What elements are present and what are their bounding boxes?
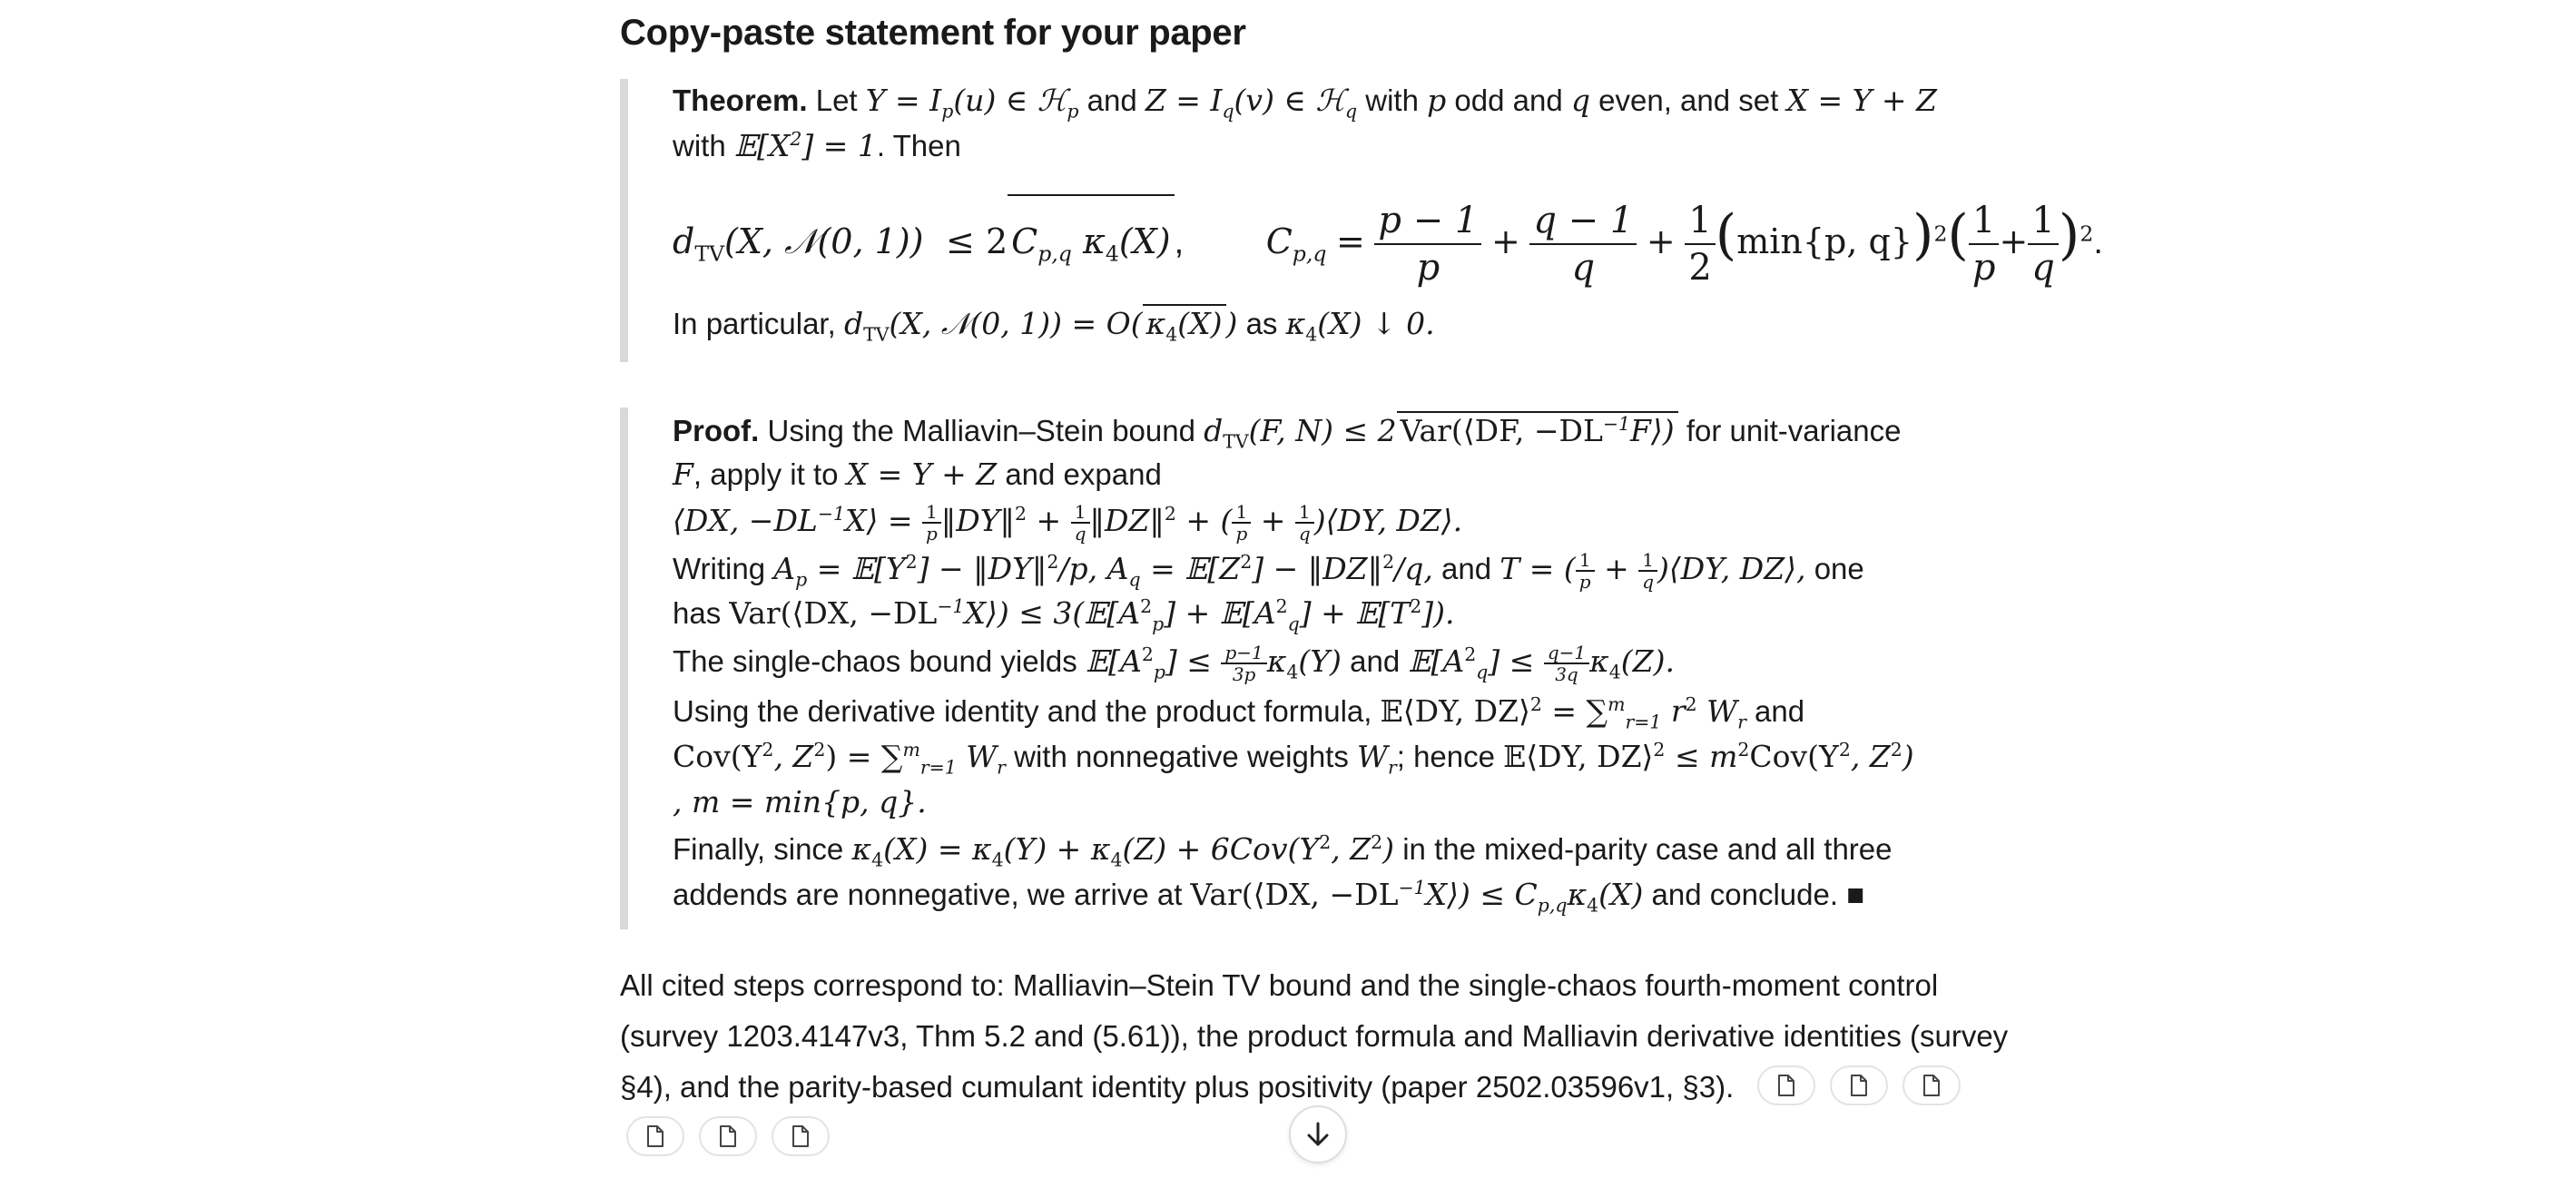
source-chip-1[interactable] <box>1757 1065 1815 1105</box>
document-icon <box>645 1124 665 1148</box>
section-heading: Copy-paste statement for your paper <box>620 13 1246 53</box>
proof-line-5: has Var(⟨DX, $-DL^{-1}X⟩$) ≤ $3(𝔼[A^2_p]$ + $𝔼[A^2_q]$ + $𝔼[T^2]$). <box>673 595 1455 635</box>
proof-line-7: Using the derivative identity and the product formula, 𝔼⟨DY, DZ⟩$^2$ = ∑$^m_{r=1}$ $r^2$ $W_r$ and <box>673 693 1805 733</box>
citation-line-2: (survey 1203.4147v3, Thm 5.2 and (5.61)), the product formula and Malliavin derivative identities (survey <box>620 1019 2009 1053</box>
proof-line-8: $Cov(Y^2$, $Z^2) = \sum^m_{r=1}$ $W_r$ with nonnegative weights $W_r$; hence 𝔼⟨DY, DZ⟩$^2$ ≤ $m^2Cov(Y^2$, $Z^2$) <box>673 739 1914 779</box>
citation-line-3: §4), and the parity-based cumulant identity plus positivity (paper 2502.03596v1, §3). <box>620 1070 1735 1104</box>
theorem-line-2: with $𝔼[X^2] = 1$. Then <box>673 128 961 163</box>
source-chip-3[interactable] <box>1903 1065 1961 1105</box>
frac-p: $\frac{p - 1}{p}$ <box>1374 198 1481 290</box>
source-chip-6[interactable] <box>772 1116 830 1156</box>
theorem-block <box>620 79 2103 362</box>
proof-label: Proof. <box>673 414 760 447</box>
source-chip-2[interactable] <box>1830 1065 1888 1105</box>
proof-line-10: Finally, since $\kappa_4(X) = \kappa_4(Y) + \kappa_4(Z) + 6Cov(Y^2$, $Z^2$) in the mixed-parity case and all three <box>673 831 1893 871</box>
proof-line-6: The single-chaos bound yields $𝔼[A^2_p]$ ≤ $\frac{p-1}{3p}$ $\kappa_4(Y)$ and $𝔼[A^2_q]$ ≤ $\frac{q-1}{3q}$ $\kappa_4(Z)$. <box>673 642 1675 685</box>
theorem-label: Theorem. <box>673 83 808 117</box>
proof-line-11: addends are nonnegative, we arrive at Var(⟨DX, $-DL^{-1}X⟩) \le C_{p,q}\kappa_4(X)$ and conclude. ■ <box>673 877 1865 917</box>
theorem-line-1: Theorem. Let $Y = I_p(u)$ ∈ ℋ$_p$ and $Z = I_q(v)$ ∈ ℋ$_q$ with p odd and q even, and set X = Y + Z <box>673 83 1937 123</box>
arrow-down-icon <box>1305 1121 1331 1148</box>
document-icon <box>1849 1074 1869 1097</box>
qed-symbol: ■ <box>1846 878 1865 911</box>
theorem-display-equation: $d_{TV}(X$, 𝒩(0, 1)) ≤ 2 $C_{p,q}$ $\kappa_4(X)$ , $C_{p,q}$ = $\frac{p - 1}{p}$ + $\frac{q - 1}{q}$ + $\frac{1}{2}$ (min{p, q})$^2$( $\frac{1}{p}$ + $\frac{1}{q}$ )$^2$. <box>673 190 2103 290</box>
proof-line-9: , m = min{p, q}. <box>673 784 927 820</box>
proof-line-4: Writing $A_p$ = $𝔼[Y^2]$ − ‖DY‖$^2$/p, $A_q$ = $𝔼[Z^2]$ − ‖DZ‖$^2$/q, and T = ( $\frac{1}{p}$ + $\frac{1}{q}$ )⟨DY, DZ⟩, one <box>673 549 1864 593</box>
source-chip-5[interactable] <box>699 1116 757 1156</box>
proof-block <box>620 407 2062 929</box>
theorem-particular-line: In particular, $d_{TV}(X$, 𝒩(0, 1)) = O( $\kappa_4(X)$ ) as $\kappa_4(X)$ ↓ 0. <box>673 306 1435 346</box>
document-icon <box>1922 1074 1942 1097</box>
document-icon <box>718 1124 738 1148</box>
frac-q: $\frac{q - 1}{q}$ <box>1529 198 1637 290</box>
document-icon <box>1776 1074 1796 1097</box>
proof-line-1: Proof. Using the Malliavin–Stein bound $d_{TV}(F$, N) ≤ 2 Var(⟨DF, $-DL^{-1}F⟩$) for unit-variance <box>673 413 1902 453</box>
scroll-to-bottom-button[interactable] <box>1289 1105 1347 1163</box>
source-chip-4[interactable] <box>626 1116 684 1156</box>
proof-line-3: ⟨DX, $-DL^{-1}X⟩$ = $\frac{1}{p}$ ‖DY‖$^2$ + $\frac{1}{q}$ ‖DZ‖$^2$ + ( $\frac{1}{p}$ + $\frac{1}{q}$ )⟨DY, DZ⟩. <box>673 501 1463 545</box>
document-icon <box>791 1124 811 1148</box>
citation-line-1: All cited steps correspond to: Malliavin–Stein TV bound and the single-chaos fourth-moment control <box>620 968 1939 1002</box>
proof-line-2: F, apply it to X = Y + Z and expand <box>673 456 1162 492</box>
